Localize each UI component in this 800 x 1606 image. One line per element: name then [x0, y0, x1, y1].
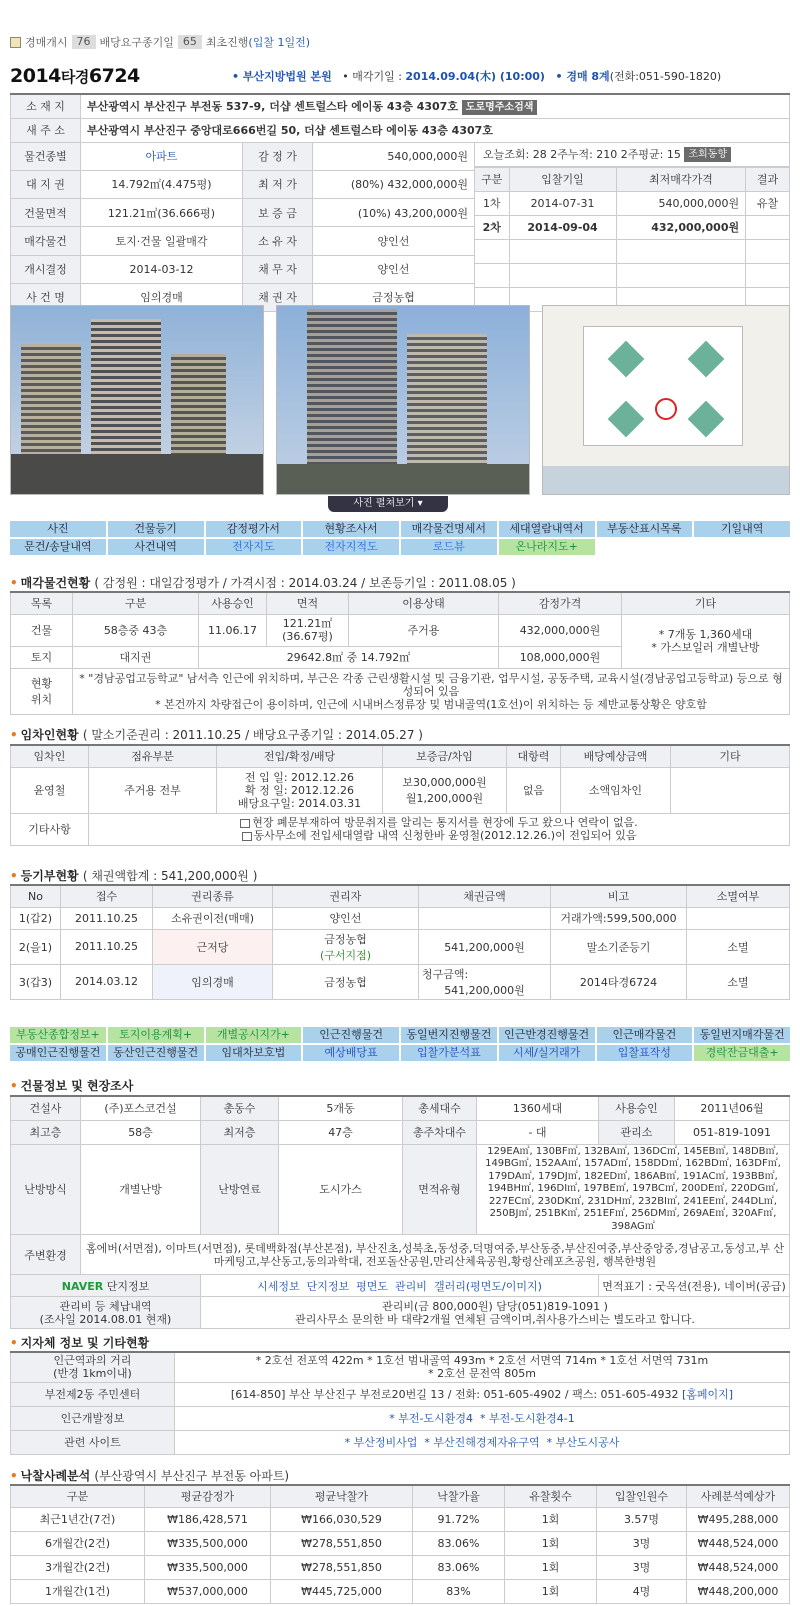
- menu-photo[interactable]: 사진: [10, 521, 106, 537]
- an-cell: ₩448,200,000: [687, 1579, 790, 1603]
- reg-holder: 양인선: [273, 907, 419, 929]
- naver-label: NAVER 단지정보: [11, 1275, 201, 1297]
- bld-value: 051-819-1091: [675, 1120, 790, 1144]
- etc-notes: 현장 폐문부재하여 방문취지를 알리는 통지서를 현장에 두고 왔으나 연락이 없음. 동사무소에 전입세대열람 내역 신청한바 윤영철(2012.12.26.)이 전입되어 있음: [89, 813, 790, 845]
- menu-nearby-ongoing[interactable]: 인근진행물건: [303, 1027, 399, 1043]
- hist-price: 432,000,000원: [616, 215, 746, 239]
- col-head: 평균감정가: [145, 1485, 271, 1507]
- row-type: 건물: [11, 614, 73, 646]
- col-head: 입찰인원수: [597, 1485, 687, 1507]
- row-floor: 58층중 43층: [73, 614, 199, 646]
- an-cell: 3명: [597, 1555, 687, 1579]
- homepage-link[interactable]: [홈페이지]: [681, 1388, 734, 1401]
- an-cell: ₩335,500,000: [145, 1555, 271, 1579]
- col-head: 감정가격: [499, 592, 622, 614]
- memo-icon: [242, 832, 252, 841]
- tenant-dates: 전 입 일: 2012.12.26 확 정 일: 2012.12.26 배당요구일: 2014.03.31: [217, 767, 383, 813]
- reg-no: 3(갑3): [11, 964, 61, 999]
- memo-icon: [240, 819, 250, 828]
- row-approval: 11.06.17: [199, 614, 267, 646]
- col-head: 사용승인: [199, 592, 267, 614]
- dev-link[interactable]: * 부전-도시환경4-1: [480, 1412, 575, 1425]
- sale-date-label: • 매각기일 :: [342, 70, 402, 83]
- deposit-label: 보 증 금: [243, 199, 313, 227]
- type-label: 물건종별: [11, 142, 81, 170]
- etc-cell: * 7개동 1,360세대 * 가스보일러 개별난방: [622, 614, 790, 668]
- area-type-label: 면적유형: [403, 1144, 477, 1235]
- col-head: 소멸여부: [687, 885, 790, 907]
- view-stats: 오늘조회: 28 2주누적: 210 2주평균: 15 조회동향: [475, 143, 789, 167]
- an-cell: ₩445,725,000: [271, 1579, 413, 1603]
- an-cell: 3개월간(2건): [11, 1555, 145, 1579]
- reg-amount: 541,200,000원: [419, 929, 551, 964]
- col-head: 보증금/차임: [383, 745, 507, 767]
- site-link[interactable]: * 부산진해경제자유구역: [424, 1436, 540, 1449]
- creditor-label: 채 권 자: [243, 283, 313, 311]
- road-address-search-button[interactable]: 도로명주소검색: [462, 100, 538, 115]
- reg-amount: 청구금액: 541,200,000원: [419, 964, 551, 999]
- link-price[interactable]: 시세정보: [257, 1279, 300, 1293]
- menu-appraisal[interactable]: 감정평가서: [206, 521, 302, 537]
- sale-status-table: [10, 591, 790, 715]
- appraisal-value: 540,000,000원: [313, 142, 475, 170]
- local-table: [10, 1351, 790, 1455]
- col-head: 비고: [551, 885, 687, 907]
- case-info: [232, 68, 721, 84]
- fuel-value: 도시가스: [279, 1144, 403, 1235]
- addr-label: 소 재 지: [11, 94, 81, 118]
- area-note: 면적표기 : 굿옥션(전용), 네이버(공급): [599, 1275, 790, 1297]
- naver-links: [201, 1275, 599, 1297]
- hist-head: 최저매각가격: [616, 167, 746, 191]
- auction-dept: • 경매 8계: [555, 70, 610, 83]
- registry-table: [10, 884, 790, 1000]
- an-cell: 3.57명: [597, 1507, 687, 1531]
- menu-onnara-map[interactable]: 온나라지도+: [499, 539, 595, 555]
- an-cell: 91.72%: [413, 1507, 505, 1531]
- bld-label: 총동수: [201, 1096, 279, 1120]
- menu-realestate-info[interactable]: 부동산종합정보+: [10, 1027, 106, 1043]
- col-head: 기타: [622, 592, 790, 614]
- dept-phone: (전화:051-590-1820): [609, 70, 722, 83]
- tenant-table: [10, 744, 790, 846]
- an-cell: ₩278,551,850: [271, 1555, 413, 1579]
- bld-value: - 대: [477, 1120, 599, 1144]
- bld-label: 관리소: [599, 1120, 675, 1144]
- an-cell: ₩186,428,571: [145, 1507, 271, 1531]
- menu-e-map[interactable]: 전자지도: [206, 539, 302, 555]
- menu-sale-statement[interactable]: 매각물건명세서: [401, 521, 497, 537]
- bld-label: 총세대수: [403, 1096, 477, 1120]
- col-head: 채권금액: [419, 885, 551, 907]
- row-land-area: 29642.8㎡ 중 14.792㎡: [199, 646, 499, 668]
- col-head: 전입/확정/배당: [217, 745, 383, 767]
- col-head: 낙찰가율: [413, 1485, 505, 1507]
- start-value: 2014-03-12: [81, 255, 243, 283]
- land-label: 대 지 권: [11, 170, 81, 198]
- menu-public-sale[interactable]: 공매인근진행물건: [10, 1045, 106, 1061]
- row-use: 주거용: [349, 614, 499, 646]
- registry-heading: • 등기부현황 ( 채권액합계 : 541,200,000원 ): [10, 869, 258, 883]
- fuel-label: 난방연료: [201, 1144, 279, 1235]
- dev-value: [175, 1406, 790, 1430]
- reg-kind: 소유권이전(매매): [153, 907, 273, 929]
- dev-label: 인근개발정보: [11, 1406, 175, 1430]
- an-cell: 1개월간(1건): [11, 1579, 145, 1603]
- bld-value: 5개동: [279, 1096, 403, 1120]
- tenant-part: 주거용 전부: [89, 767, 217, 813]
- col-head: 구분: [73, 592, 199, 614]
- hist-result: [746, 215, 789, 239]
- an-cell: 최근1년간(7건): [11, 1507, 145, 1531]
- local-heading: • 지자체 정보 및 기타현황: [10, 1336, 150, 1350]
- reg-date: 2011.10.25: [61, 929, 153, 964]
- breadcrumb: [10, 34, 310, 50]
- land-value: 14.792㎡(4.475평): [81, 170, 243, 198]
- col-head: 사례분석예상가: [687, 1485, 790, 1507]
- debtor-label: 채 무 자: [243, 255, 313, 283]
- fee-value: 관리비(금 800,000원) 담당(051)819-1091 ) 관리사무소 문의한 바 대략2개월 연체된 금액이며,취사용가스비는 별도라고 합니다.: [201, 1297, 790, 1329]
- bid-history-table: [475, 167, 789, 312]
- owner-label: 소 유 자: [243, 227, 313, 255]
- reg-kind: 근저당: [153, 929, 273, 964]
- reg-note: 2014타경6724: [551, 964, 687, 999]
- hist-date: 2014-09-04: [509, 215, 616, 239]
- debtor-value: 양인선: [313, 255, 475, 283]
- reg-amount: [419, 907, 551, 929]
- location-map[interactable]: [542, 305, 790, 495]
- building-photo-2[interactable]: [276, 305, 530, 495]
- menu-land-price[interactable]: 개별공시지가+: [206, 1027, 302, 1043]
- breadcrumb-start: 경매개시: [25, 36, 68, 49]
- an-cell: ₩448,524,000: [687, 1555, 790, 1579]
- reg-date: 2011.10.25: [61, 907, 153, 929]
- building-table: [10, 1095, 790, 1329]
- col-head: No: [11, 885, 61, 907]
- related-menu: [10, 1027, 790, 1061]
- tenant-deposit: 보30,000,000원 월1,200,000원: [383, 767, 507, 813]
- days-count-2: 65: [178, 35, 202, 49]
- menu-nearby-sold[interactable]: 인근매각물건: [597, 1027, 693, 1043]
- menu-e-cadastral[interactable]: 전자지적도: [303, 539, 399, 555]
- bld-label: 최저층: [201, 1120, 279, 1144]
- col-head: 임차인: [11, 745, 89, 767]
- bld-label: 최고층: [11, 1120, 81, 1144]
- col-head: 유찰횟수: [505, 1485, 597, 1507]
- menu-loan[interactable]: 경락잔금대출+: [694, 1045, 790, 1061]
- menu-survey[interactable]: 현황조사서: [303, 521, 399, 537]
- fee-label: 관리비 등 체납내역 (조사일 2014.08.01 현재): [11, 1297, 201, 1329]
- an-cell: 83.06%: [413, 1531, 505, 1555]
- env-label: 주변환경: [11, 1235, 81, 1275]
- hist-price: 540,000,000원: [616, 191, 746, 215]
- photo-expand-toggle[interactable]: 사진 펼쳐보기 ▾: [328, 496, 448, 512]
- hist-head: 결과: [746, 167, 789, 191]
- menu-same-lot-ongoing[interactable]: 동일번지진행물건: [401, 1027, 497, 1043]
- location-label: 현황 위치: [11, 668, 73, 714]
- case-number: 2014타경6724: [10, 65, 140, 87]
- menu-bid-analysis[interactable]: 입찰가분석표: [401, 1045, 497, 1061]
- col-head: 배당예상금액: [561, 745, 671, 767]
- start-label: 개시결정: [11, 255, 81, 283]
- bld-value: (주)포스코건설: [81, 1096, 201, 1120]
- sale-item-value: 토지·건물 일괄매각: [81, 227, 243, 255]
- col-head: 대항력: [507, 745, 561, 767]
- summary-table: [10, 93, 790, 312]
- row-kind: 대지권: [73, 646, 199, 668]
- tenant-opposing: 없음: [507, 767, 561, 813]
- menu-same-lot-sold[interactable]: 동일번지매각물건: [694, 1027, 790, 1043]
- site-link[interactable]: * 부산도시공사: [546, 1436, 620, 1449]
- menu-documents[interactable]: 문건/송달내역: [10, 539, 106, 555]
- col-head: 접수: [61, 885, 153, 907]
- bld-area-label: 건물면적: [11, 199, 81, 227]
- menu-building-registry[interactable]: 건물등기: [108, 521, 204, 537]
- building-photo-1[interactable]: [10, 305, 264, 495]
- sale-date: 2014.09.04(木) (10:00): [405, 70, 545, 83]
- menu-radius-ongoing[interactable]: 인근반경진행물건: [499, 1027, 595, 1043]
- sale-item-label: 매각물건: [11, 227, 81, 255]
- reg-holder: 금정농협: [273, 964, 419, 999]
- hist-date: 2014-07-31: [509, 191, 616, 215]
- hist-round: 2차: [475, 215, 509, 239]
- an-cell: ₩495,288,000: [687, 1507, 790, 1531]
- an-cell: 1회: [505, 1507, 597, 1531]
- owner-value: 양인선: [313, 227, 475, 255]
- appraisal-label: 감 정 가: [243, 142, 313, 170]
- analysis-table: [10, 1484, 790, 1604]
- menu-bid-form[interactable]: 입찰표작성: [597, 1045, 693, 1061]
- link-fee[interactable]: 관리비: [395, 1279, 427, 1293]
- case-name-label: 사 건 명: [11, 283, 81, 311]
- station-value: * 2호선 전포역 422m * 1호선 범내골역 493m * 2호선 서면역 714m * 1호선 서면역 731m * 2호선 문전역 805m: [175, 1352, 790, 1382]
- center-value: [614-850] 부산 부산진구 부전로20번길 13 / 전화: 051-605-4902 / 팩스: 051-605-4932 [홈페이지]: [175, 1382, 790, 1406]
- dev-link[interactable]: * 부전-도시환경4: [389, 1412, 474, 1425]
- row-area: 121.21㎡ (36.67평): [267, 614, 349, 646]
- col-head: 점유부분: [89, 745, 217, 767]
- an-cell: ₩448,524,000: [687, 1531, 790, 1555]
- tenant-name: 윤영철: [11, 767, 89, 813]
- breadcrumb-end-note: (입찰 1일전): [248, 36, 311, 49]
- an-cell: 6개월간(2건): [11, 1531, 145, 1555]
- analysis-heading: • 낙찰사례분석 (부산광역시 부산진구 부전동 아파트): [10, 1469, 290, 1483]
- chevron-down-icon: ▾: [417, 498, 423, 509]
- min-price-label: 최 저 가: [243, 170, 313, 198]
- bld-value: 1360세대: [477, 1096, 599, 1120]
- days-count-1: 76: [72, 35, 96, 49]
- etc-label: 기타사항: [11, 813, 89, 845]
- reg-date: 2014.03.12: [61, 964, 153, 999]
- menu-roadview[interactable]: 로드뷰: [401, 539, 497, 555]
- an-cell: ₩278,551,850: [271, 1531, 413, 1555]
- tenant-heading: • 임차인현황 ( 말소기준권리 : 2011.10.25 / 배당요구종기일 : 2014.05.27 ): [10, 728, 423, 742]
- bid-history-cell: [475, 142, 790, 312]
- an-cell: 4명: [597, 1579, 687, 1603]
- an-cell: ₩335,500,000: [145, 1531, 271, 1555]
- tenant-expected: 소액임차인: [561, 767, 671, 813]
- tenant-etc: [671, 767, 790, 813]
- menu-movable[interactable]: 동산인근진행물건: [108, 1045, 204, 1061]
- menu-market-price[interactable]: 시세/실거래가: [499, 1045, 595, 1061]
- deposit-value: (10%) 43,200,000원: [313, 199, 475, 227]
- reg-note: 말소기준등기: [551, 929, 687, 964]
- view-trend-button[interactable]: 조회동향: [684, 147, 731, 162]
- reg-note: 거래가액:599,500,000: [551, 907, 687, 929]
- reg-kind: 임의경매: [153, 964, 273, 999]
- menu-dividend[interactable]: 예상배당표: [303, 1045, 399, 1061]
- creditor-value: 금정농협: [313, 283, 475, 311]
- addr-value: 부산광역시 부산진구 부전동 537-9, 더샵 센트럴스타 에이동 43층 4307호 도로명주소검색: [81, 94, 790, 118]
- case-name-value: 임의경매: [81, 283, 243, 311]
- center-label: 부전제2동 주민센터: [11, 1382, 175, 1406]
- an-cell: 1회: [505, 1555, 597, 1579]
- bld-label: 총주차대수: [403, 1120, 477, 1144]
- bld-value: 47층: [279, 1120, 403, 1144]
- reg-extinct: 소멸: [687, 929, 790, 964]
- link-floorplan[interactable]: 평면도: [356, 1279, 389, 1293]
- row-price: 108,000,000원: [499, 646, 622, 668]
- reg-no: 2(을1): [11, 929, 61, 964]
- reg-no: 1(갑2): [11, 907, 61, 929]
- an-cell: 83%: [413, 1579, 505, 1603]
- heating-label: 난방방식: [11, 1144, 81, 1235]
- site-link[interactable]: * 부산정비사업: [344, 1436, 418, 1449]
- link-gallery[interactable]: 갤러리(평면도/이미지): [433, 1279, 542, 1293]
- menu-lease-law[interactable]: 임대차보호법: [206, 1045, 302, 1061]
- heating-value: 개별난방: [81, 1144, 201, 1235]
- new-addr-value: 부산광역시 부산진구 중앙대로666번길 50, 더샵 센트럴스타 에이동 43층 4307호: [81, 118, 790, 142]
- an-cell: ₩166,030,529: [271, 1507, 413, 1531]
- hist-round: 1차: [475, 191, 509, 215]
- bld-label: 건설사: [11, 1096, 81, 1120]
- col-head: 이용상태: [349, 592, 499, 614]
- an-cell: 1회: [505, 1531, 597, 1555]
- menu-household[interactable]: 세대열람내역서: [499, 521, 595, 537]
- an-cell: 83.06%: [413, 1555, 505, 1579]
- sale-status-heading: • 매각물건현황 ( 감정원 : 대일감정평가 / 가격시점 : 2014.03.24 / 보존등기일 : 2011.08.05 ): [10, 576, 516, 590]
- calendar-icon: [10, 37, 21, 48]
- breadcrumb-mid: 배당요구종기일: [99, 36, 174, 49]
- reg-extinct: 소멸: [687, 964, 790, 999]
- an-cell: 1회: [505, 1579, 597, 1603]
- area-type-list: 129EA㎡, 130BF㎡, 132BA㎡, 136DC㎡, 145EB㎡, 148DB㎡, 149BG㎡, 152AA㎡, 157AD㎡, 158DD㎡, 162BD㎡, 163DF㎡, 179DA㎡, 179DJ㎡, 182ED㎡, 186AB㎡, 191AC㎡, 193BB㎡, 194BH㎡, 196DI㎡, 197BE㎡, 197BC㎡, 200DE㎡, 220DG㎡, 227EC㎡, 230DK㎡, 231DH㎡, 232BI㎡, 241EE㎡, 244DL㎡, 250BJ㎡, 251BK㎡, 251EF㎡, 256DM㎡, 269AE㎡, 320AF㎡, 398AG㎡: [477, 1144, 790, 1235]
- col-head: 목록: [11, 592, 73, 614]
- min-price-value: (80%) 432,000,000원: [313, 170, 475, 198]
- link-complex[interactable]: 단지정보: [306, 1279, 350, 1293]
- bld-value: 2011년06월: [675, 1096, 790, 1120]
- bld-label: 사용승인: [599, 1096, 675, 1120]
- reg-holder: 금정농협 (구서지점): [273, 929, 419, 964]
- bld-value: 58층: [81, 1120, 201, 1144]
- building-heading: • 건물정보 및 현장조사: [10, 1079, 134, 1093]
- bld-area-value: 121.21㎡(36.666평): [81, 199, 243, 227]
- type-value[interactable]: 아파트: [81, 142, 243, 170]
- site-value: [175, 1430, 790, 1454]
- reg-extinct: [687, 907, 790, 929]
- col-head: 면적: [267, 592, 349, 614]
- case-title-row: [10, 64, 790, 88]
- an-cell: 3명: [597, 1531, 687, 1555]
- menu-date-history[interactable]: 기일내역: [694, 521, 790, 537]
- detail-menu: [10, 521, 790, 555]
- row-price: 432,000,000원: [499, 614, 622, 646]
- hist-head: 입찰기일: [509, 167, 616, 191]
- col-head: 평균낙찰가: [271, 1485, 413, 1507]
- env-value: 홈에버(서면점), 이마트(서면점), 롯데백화점(부산본점), 부산진초,성북초,동성중,덕명여중,부산동중,부산진여중,부산중앙중,경남공고,동성고,부 산마케팅고,부산동고,동의과학대, 전포돌산공원,만리산체육공원,황령산레포츠공원, 행복한병원: [81, 1235, 790, 1275]
- menu-land-use-plan[interactable]: 토지이용계획+: [108, 1027, 204, 1043]
- row-type: 토지: [11, 646, 73, 668]
- hist-result: 유찰: [746, 191, 789, 215]
- location-desc: * "경남공업고등학교" 남서측 인근에 위치하며, 부근은 각종 근린생활시설 및 금융기관, 업무시설, 공동주택, 교육시설(경남공업고등학교) 등으로 형성되어 있음 * 본건까지 차량접근이 용이하며, 인근에 시내버스정류장 및 범내골역(1호선)이 위치하는 등 제반교통상황은 양호함: [73, 668, 790, 714]
- col-head: 권리종류: [153, 885, 273, 907]
- col-head: 기타: [671, 745, 790, 767]
- site-label: 관련 사이트: [11, 1430, 175, 1454]
- station-label: 인근역과의 거리 (반경 1km이내): [11, 1352, 175, 1382]
- court-name[interactable]: • 부산지방법원 본원: [232, 70, 332, 83]
- breadcrumb-end: 최초진행: [205, 36, 249, 49]
- hist-head: 구분: [475, 167, 509, 191]
- col-head: 권리자: [273, 885, 419, 907]
- col-head: 구분: [11, 1485, 145, 1507]
- new-addr-label: 새 주 소: [11, 118, 81, 142]
- menu-property-list[interactable]: 부동산표시목록: [597, 521, 693, 537]
- menu-case-history[interactable]: 사건내역: [108, 539, 204, 555]
- an-cell: ₩537,000,000: [145, 1579, 271, 1603]
